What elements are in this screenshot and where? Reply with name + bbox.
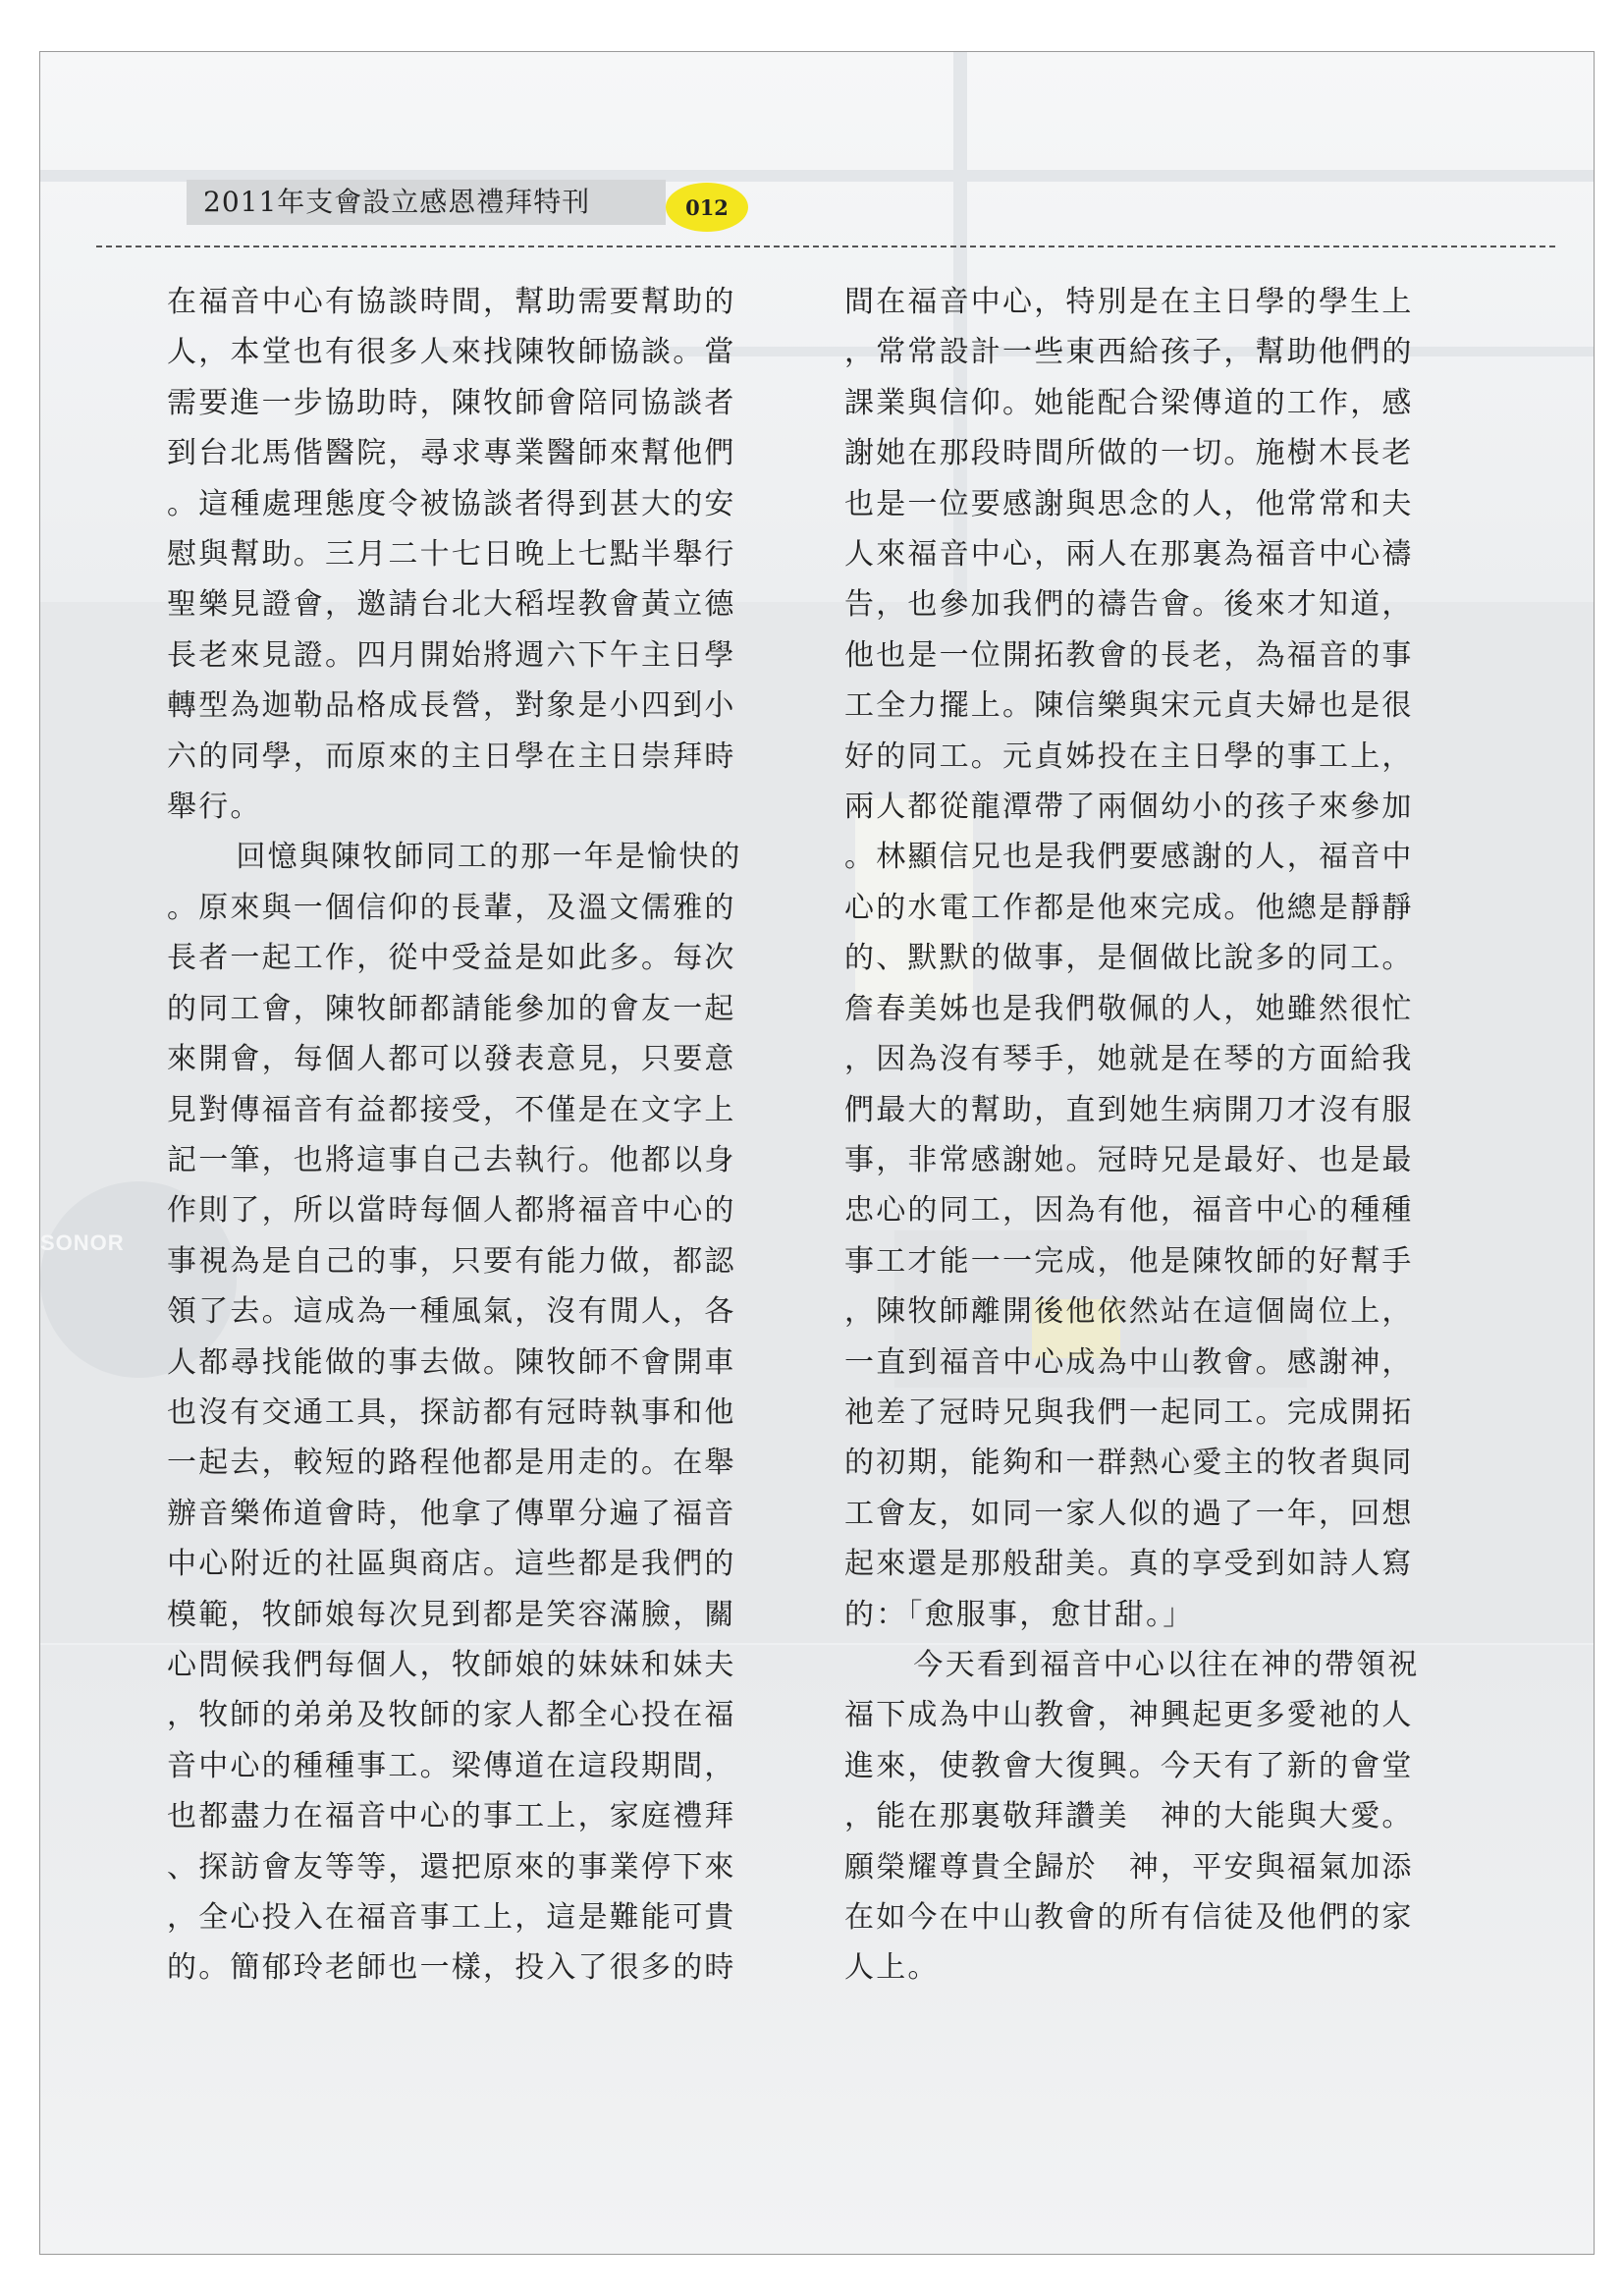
article-column-right: 間在福音中心，特別是在主日學的學生上 ，常常設計一些東西給孩子，幫助他們的 課業與信仰。她能配合梁傳道的工作，感 謝她在那段時間所做的一切。施樹木長老 也是一位要感謝與思念的人，他常常和夫 人來福音中心，兩人在那裏為福音中心禱 告，也參加我們的禱告會。後來才知道， 他也是一位開拓教會的長老，為福音的事 工全力擺上。陳信樂與宋元貞夫婦也是很 好的同工。元貞姊投在主日學的事工上， 兩人都從龍潭帶了兩個幼小的孩子來參加 。林顯信兄也是我們要感謝的人，福音中 心的水電工作都是他來完成。他總是靜靜 的、默默的做事，是個做比說多的同工。 詹春美姊也是我們敬佩的人，她雖然很忙 ，因為沒有琴手，她就是在琴的方面給我 們最大的幫助，直到她生病開刀才沒有服 事，非常感謝她。冠時兄是最好、也是最 忠心的同工，因為有他，福音中心的種種 事工才能一一完成，他是陳牧師的好幫手 ，陳牧師離開後他依然站在這個崗位上， 一直到福音中心成為中山教會。感謝神， 祂差了冠時兄與我們一起同工。完成開拓 的初期，能夠和一群熱心愛主的牧者與同 工會友，如同一家人似的過了一年，回想 起來還是那般甜美。真的享受到如詩人寫 的：「愈服事，愈甘甜。」 今天看到福音中心以往在神的帶領祝 福下成為中山教會，神興起更多愛祂的人 進來，使教會大復興。今天有了新的會堂 ，能在那裏敬拜讚美 神的大能與大愛。 願榮耀尊貴全歸於 神，平安與福氣加添 在如今在中山教會的所有信徒及他們的家 人上。 (844, 285, 1420, 1986)
article-column-left: 在福音中心有協談時間，幫助需要幫助的 人，本堂也有很多人來找陳牧師協談。當 需要進一步協助時，陳牧師會陪同協談者 到台北馬偕醫院，尋求專業醫師來幫他們 。這種處理態度令被協談者得到甚大的安 慰與幫助。三月二十七日晚上七點半舉行 聖樂見證會，邀請台北大稻埕教會黃立德 長老來見證。四月開始將週六下午主日學 轉型為迦勒品格成長營，對象是小四到小 六的同學，而原來的主日學在主日崇拜時 舉行。 回憶與陳牧師同工的那一年是愉快的 。原來與一個信仰的長輩，及溫文儒雅的 長者一起工作，從中受益是如此多。每次 的同工會，陳牧師都請能參加的會友一起 來開會，每個人都可以發表意見，只要意 見對傳福音有益都接受，不僅是在文字上 記一筆，也將這事自己去執行。他都以身 作則了，所以當時每個人都將福音中心的 事視為是自己的事，只要有能力做，都認 領了去。這成為一種風氣，沒有閒人，各 人都尋找能做的事去做。陳牧師不會開車 也沒有交通工具，探訪都有冠時執事和他 一起去，較短的路程他都是用走的。在舉 辦音樂佈道會時，他拿了傳單分遍了福音 中心附近的社區與商店。這些都是我們的 模範，牧師娘每次見到都是笑容滿臉，關 心問候我們每個人，牧師娘的妹妹和妹夫 ，牧師的弟弟及牧師的家人都全心投在福 音中心的種種事工。梁傳道在這段期間， 也都盡力在福音中心的事工上，家庭禮拜 、探訪會友等等，還把原來的事業停下來 ，全心投入在福音事工上，這是難能可貴 的。簡郁玲老師也一樣，投入了很多的時 (167, 285, 742, 1986)
issue-title: 2011年支會設立感恩禮拜特刊 (203, 186, 591, 218)
drum-brand-text: SONOR (40, 1230, 125, 1255)
page-number-badge: 012 (666, 183, 748, 232)
header-divider (96, 246, 1555, 247)
